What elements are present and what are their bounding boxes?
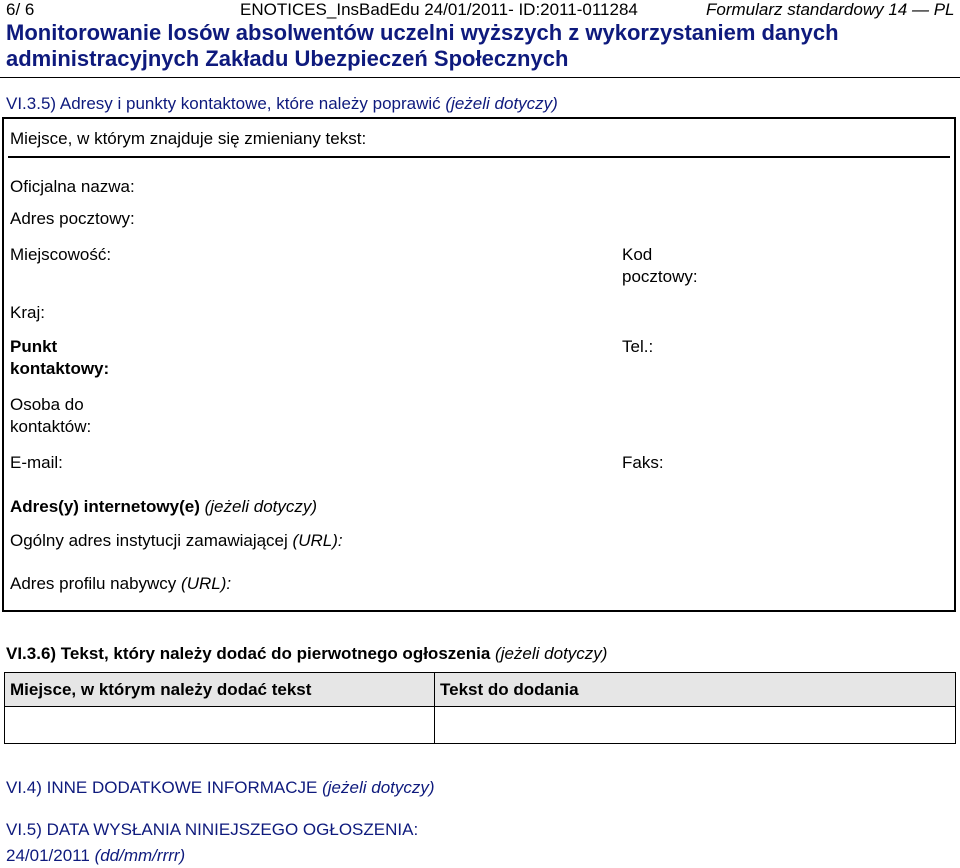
- column-header-text: Tekst do dodania: [435, 673, 956, 707]
- section-vi-4-note: (jeżeli dotyczy): [322, 778, 435, 797]
- changed-text-place-label: Miejsce, w którym znajduje się zmieniany tekst:: [10, 129, 367, 148]
- section-vi-3-6-title: VI.3.6) Tekst, który należy dodać do pierwotnego ogłoszenia: [6, 644, 491, 663]
- postal-code-label-line-1: Kod: [622, 245, 653, 264]
- contact-point-label-line-1: Punkt: [10, 337, 58, 356]
- general-address-url: (URL):: [292, 531, 343, 550]
- page-number: 6/ 6: [6, 0, 35, 19]
- table-row: [5, 707, 956, 744]
- table-header-row: [5, 673, 956, 707]
- section-vi-4-title: VI.4) INNE DODATKOWE INFORMACJE: [6, 778, 318, 797]
- contact-person-label-line-1: Osoba do: [10, 395, 84, 414]
- contact-point-label: [10, 336, 109, 380]
- dispatch-date-value: 24/01/2011: [6, 846, 90, 865]
- form-name: Formularz standardowy 14 — PL: [706, 0, 955, 19]
- telephone-label: Tel.:: [622, 337, 654, 356]
- buyer-profile-label: [10, 573, 231, 595]
- document-title-line-1: Monitorowanie losów absolwentów uczelni wyższych z wykorzystaniem danych: [6, 20, 839, 45]
- email-label: E-mail:: [10, 453, 63, 472]
- internet-addresses-title: Adres(y) internetowy(e): [10, 497, 200, 516]
- dispatch-date: [6, 846, 185, 866]
- country-label: Kraj:: [10, 303, 45, 322]
- section-vi-4-heading: [6, 778, 435, 798]
- header-divider: [0, 77, 960, 78]
- general-address-text: Ogólny adres instytucji zamawiającej: [10, 531, 288, 550]
- general-address-label: [10, 530, 343, 552]
- internet-addresses-heading: [10, 496, 317, 518]
- section-vi-3-5-note: (jeżeli dotyczy): [445, 94, 558, 113]
- document-title-line-2: administracyjnych Zakładu Ubezpieczeń Społecznych: [6, 46, 569, 71]
- section-vi-3-5-heading: [6, 94, 558, 114]
- dispatch-date-format: (dd/mm/rrrr): [94, 846, 186, 865]
- fax-label: Faks:: [622, 453, 664, 472]
- postal-address-label: Adres pocztowy:: [10, 209, 135, 228]
- section-vi-5-heading: VI.5) DATA WYSŁANIA NINIEJSZEGO OGŁOSZENIA:: [6, 820, 419, 839]
- table-cell-place: [5, 707, 435, 744]
- contact-person-label: [10, 394, 91, 438]
- postal-code-label: [622, 244, 698, 288]
- buyer-profile-text: Adres profilu nabywcy: [10, 574, 177, 593]
- contact-person-label-line-2: kontaktów:: [10, 417, 92, 436]
- document-id: ENOTICES_InsBadEdu 24/01/2011- ID:2011-011284: [240, 0, 638, 19]
- section-vi-3-6-heading: [6, 644, 607, 664]
- town-label: Miejscowość:: [10, 245, 112, 264]
- postal-code-label-line-2: pocztowy:: [622, 267, 698, 286]
- contact-point-label-line-2: kontaktowy:: [10, 359, 110, 378]
- place-rule: [8, 156, 950, 158]
- section-vi-3-6-note: (jeżeli dotyczy): [495, 644, 608, 663]
- internet-addresses-note: (jeżeli dotyczy): [204, 497, 318, 516]
- buyer-profile-url: (URL):: [181, 574, 232, 593]
- column-header-place: Miejsce, w którym należy dodać tekst: [5, 673, 435, 707]
- section-vi-3-5-title: VI.3.5) Adresy i punkty kontaktowe, które należy poprawić: [6, 94, 441, 113]
- document-title: [6, 20, 839, 72]
- text-to-add-table: [4, 672, 956, 744]
- table-cell-text: [435, 707, 956, 744]
- official-name-label: Oficjalna nazwa:: [10, 177, 135, 196]
